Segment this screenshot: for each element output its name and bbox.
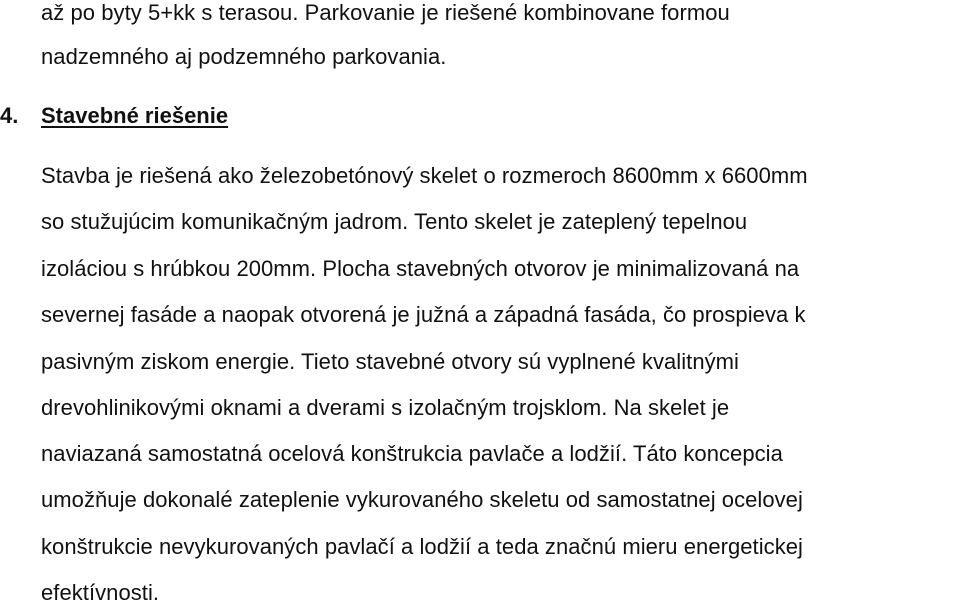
body-line: efektívnosti. <box>41 580 160 605</box>
body-line: Stavba je riešená ako železobetónový skelet o rozmeroch 8600mm x 6600mm <box>41 163 808 188</box>
body-line: umožňuje dokonalé zateplenie vykurovaného skeletu od samostatnej ocelovej <box>41 487 803 512</box>
body-line: izoláciou s hrúbkou 200mm. Plocha stavebných otvorov je minimalizovaná na <box>41 256 800 281</box>
body-line: konštrukcie nevykurovaných pavlačí a lodžií a teda značnú mieru energetickej <box>41 534 803 559</box>
intro-line: až po byty 5+kk s terasou. Parkovanie je riešené kombinovane formou <box>41 0 730 25</box>
section-number: 4. <box>0 103 19 128</box>
body-line: naviazaná samostatná ocelová konštrukcia pavlače a lodžií. Táto koncepcia <box>41 441 783 466</box>
body-line: drevohlinikovými oknami a dverami s izolačným trojsklom. Na skelet je <box>41 395 730 420</box>
body-line: severnej fasáde a naopak otvorená je južná a západná fasáda, čo prospieva k <box>41 302 806 327</box>
body-line: so stužujúcim komunikačným jadrom. Tento skelet je zateplený tepelnou <box>41 209 748 234</box>
section-title: Stavebné riešenie <box>41 103 229 128</box>
body-line: pasivným ziskom energie. Tieto stavebné otvory sú vyplnené kvalitnými <box>41 349 739 374</box>
intro-line: nadzemného aj podzemného parkovania. <box>41 44 447 69</box>
